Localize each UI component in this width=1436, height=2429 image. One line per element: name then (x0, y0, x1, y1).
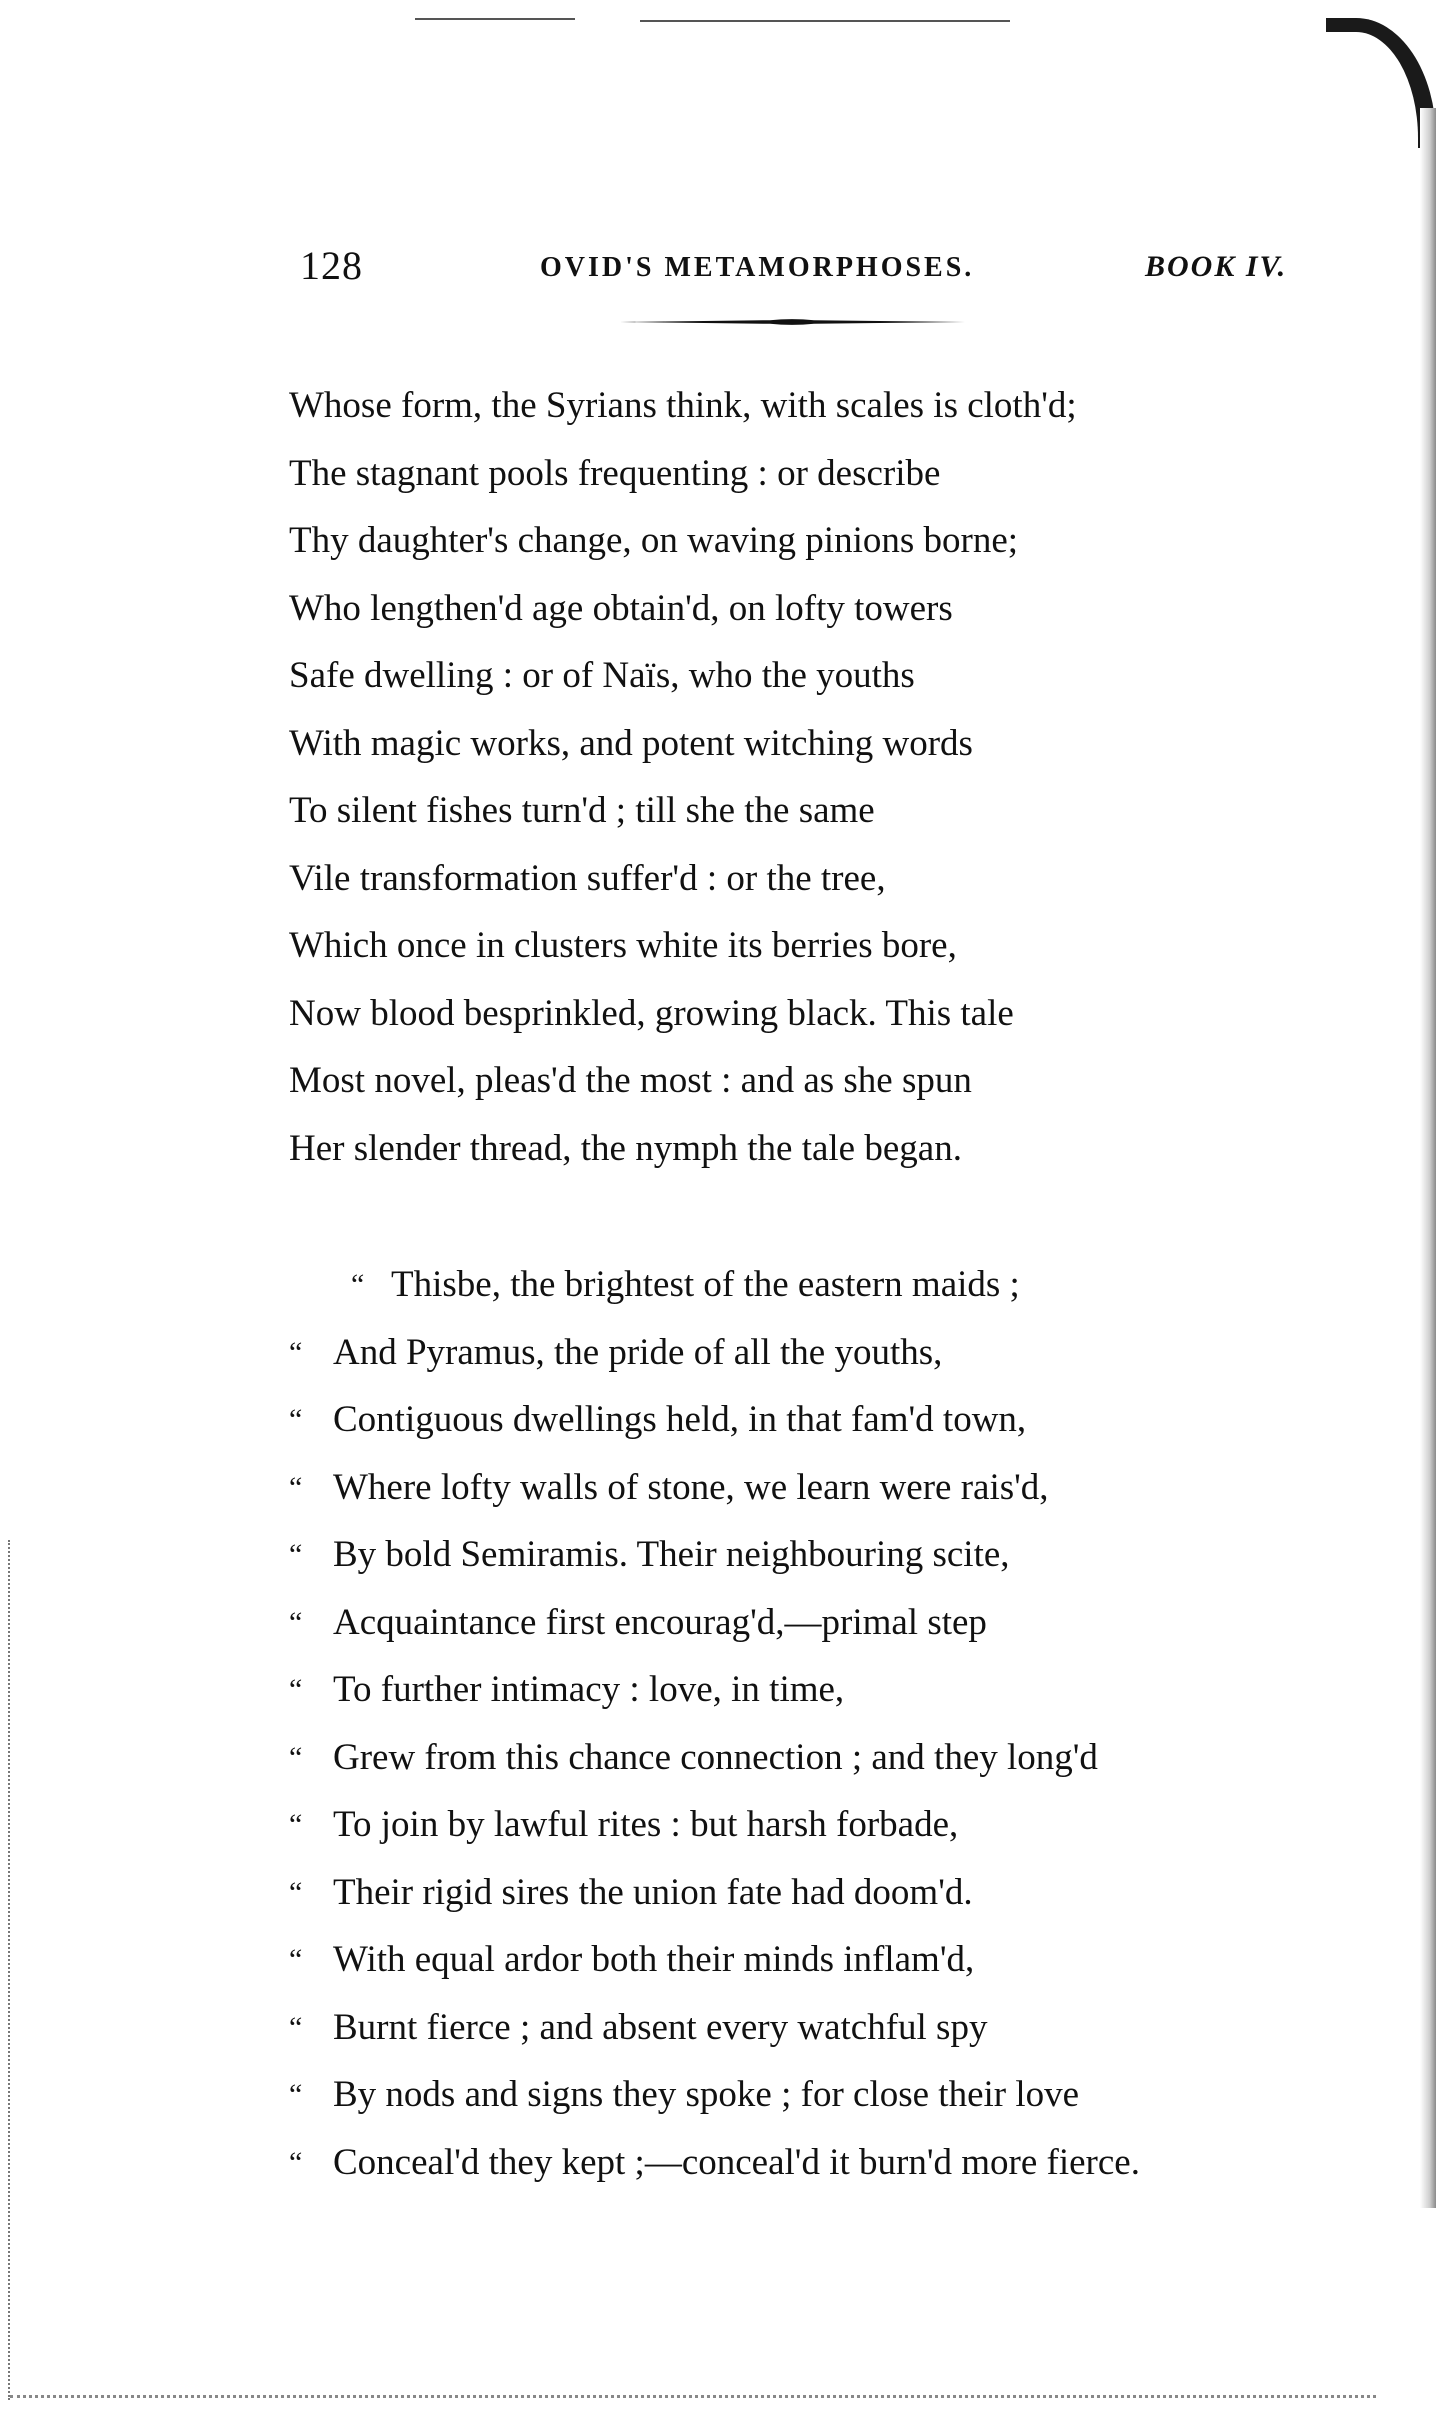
verse-line: Which once in clusters white its berries bore, (289, 925, 957, 966)
verse-line-text: Burnt fierce ; and absent every watchful spy (333, 2006, 988, 2048)
quote-mark: “ (351, 1268, 365, 1301)
verse-line-text: By nods and signs they spoke ; for close their love (333, 2074, 1080, 2115)
verse-line: Vile transformation suffer'd : or the tree, (289, 857, 886, 899)
quote-mark: “ (289, 1605, 303, 1639)
verse-line: To silent fishes turn'd ; till she the same (289, 790, 875, 831)
page-curl-shadow (1316, 18, 1436, 2218)
verse-line-text: Where lofty walls of stone, we learn were rais'd, (333, 1466, 1049, 1508)
quote-mark: “ (289, 1740, 303, 1774)
verse-line-text: Contiguous dwellings held, in that fam'd town, (333, 1399, 1027, 1440)
quote-mark: “ (289, 2078, 303, 2111)
verse-line: Thy daughter's change, on waving pinions borne; (289, 520, 1019, 561)
verse-line-text: Acquaintance first encourag'd,—primal step (333, 1601, 987, 1643)
verse-line-text: Their rigid sires the union fate had doom'd. (333, 1871, 973, 1913)
verse-line: Who lengthen'd age obtain'd, on lofty towers (289, 587, 953, 629)
verse-line: Most novel, pleas'd the most : and as she spun (289, 1060, 972, 1101)
header-ornament-rule (620, 318, 965, 326)
quoted-verse-line (289, 1926, 1329, 1994)
quote-mark: “ (289, 1470, 303, 1504)
book-label: BOOK IV. (1145, 250, 1288, 283)
quote-mark: “ (289, 1875, 303, 1909)
quoted-verse-line (289, 1791, 1329, 1859)
verse-line: Whose form, the Syrians think, with scales is cloth'd; (289, 385, 1077, 426)
quote-mark: “ (289, 1673, 303, 1706)
quoted-verse-line (289, 1319, 1329, 1387)
verse-line-text: Grew from this chance connection ; and they long'd (333, 1736, 1098, 1778)
verse-line-text: By bold Semiramis. Their neighbouring scite, (333, 1534, 1010, 1575)
verse-line: With magic works, and potent witching words (289, 722, 973, 764)
verse-line: The stagnant pools frequenting : or describe (289, 452, 941, 494)
verse-line-text: With equal ardor both their minds inflam'd, (333, 1939, 975, 1980)
quoted-verse-line (289, 1521, 1329, 1589)
quote-mark: “ (289, 2010, 303, 2044)
verse-line-text: And Pyramus, the pride of all the youths, (333, 1331, 943, 1373)
running-header (300, 242, 1310, 292)
quote-mark: “ (289, 1403, 303, 1436)
verse-line: Her slender thread, the nymph the tale began. (289, 1127, 962, 1169)
quoted-verse-line (289, 1994, 1329, 2062)
quote-mark: “ (289, 1335, 303, 1369)
quoted-verse-line (289, 1454, 1329, 1522)
quote-mark: “ (289, 1538, 303, 1571)
quoted-verse-line (289, 1859, 1329, 1927)
verse-line-text: To join by lawful rites : but harsh forbade, (333, 1804, 959, 1845)
verse-line: Safe dwelling : or of Naïs, who the youths (289, 655, 915, 696)
verse-block-1 (289, 372, 1329, 1182)
quoted-verse-line (289, 1656, 1329, 1724)
verse-line-text: To further intimacy : love, in time, (333, 1669, 845, 1710)
verse-block-2 (289, 1251, 1329, 2196)
quote-mark: “ (289, 1808, 303, 1841)
quoted-verse-line (289, 1386, 1329, 1454)
verse-line: Now blood besprinkled, growing black. This tale (289, 992, 1014, 1034)
page-number: 128 (300, 243, 363, 288)
quoted-verse-line (289, 2129, 1329, 2197)
quote-mark: “ (289, 1943, 303, 1976)
bottom-page-edge (10, 2395, 1376, 2398)
running-title: OVID'S METAMORPHOSES. (540, 252, 975, 283)
quoted-verse-line (289, 1251, 1329, 1319)
quote-mark: “ (289, 2145, 303, 2179)
left-binding-edge (8, 1540, 14, 2400)
quoted-verse-line (289, 1724, 1329, 1792)
verse-line-text: Thisbe, the brightest of the eastern maids ; (391, 1264, 1020, 1305)
top-scan-rule-left (415, 18, 575, 20)
quoted-verse-line (289, 2061, 1329, 2129)
quoted-verse-line (289, 1589, 1329, 1657)
verse-line-text: Conceal'd they kept ;—conceal'd it burn'd more fierce. (333, 2141, 1140, 2183)
top-scan-rule-right (640, 20, 1010, 22)
